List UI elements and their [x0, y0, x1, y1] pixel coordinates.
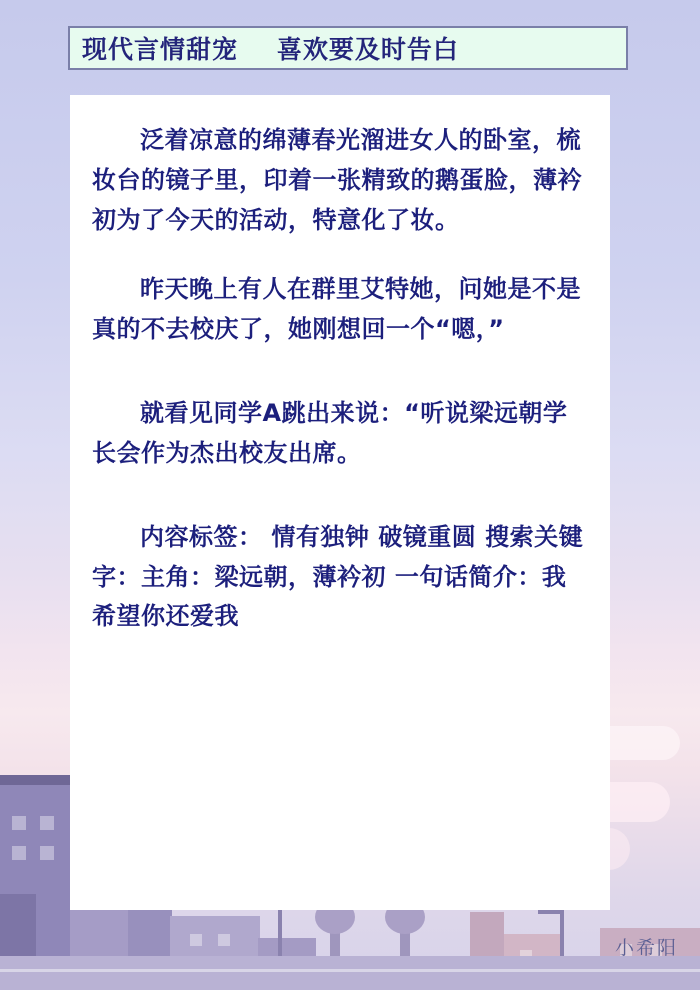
building-roof-shape [0, 775, 72, 785]
window-shape [12, 846, 26, 860]
paragraph: 就看见同学A跳出来说：“听说梁远朝学长会作为杰出校友出席。 [92, 399, 568, 467]
ground-shape [0, 956, 700, 990]
page-title-box [68, 26, 628, 70]
window-shape [218, 934, 230, 946]
page-title: 现代言情甜宠 喜欢要及时告白 [82, 35, 459, 64]
ground-line-shape [0, 969, 700, 972]
window-shape [190, 934, 202, 946]
window-shape [40, 846, 54, 860]
paragraph: 昨天晚上有人在群里艾特她，问她是不是真的不去校庆了，她刚想回一个“嗯，” [92, 275, 581, 344]
signature-watermark: 小希阳 [614, 937, 678, 959]
window-shape [12, 816, 26, 830]
paragraph: 泛着凉意的绵薄春光溜进女人的卧室，梳妆台的镜子里，印着一张精致的鹅蛋脸，薄衿初为了今天的活动，特意化了妆。 [92, 126, 582, 234]
text-card [70, 95, 610, 910]
lamp-arm-shape [538, 910, 564, 914]
window-shape [40, 816, 54, 830]
paragraph: 内容标签： 情有独钟 破镜重圆 搜索关键字：主角：梁远朝，薄衿初 一句话简介：我希望你还爱我 [92, 522, 584, 631]
